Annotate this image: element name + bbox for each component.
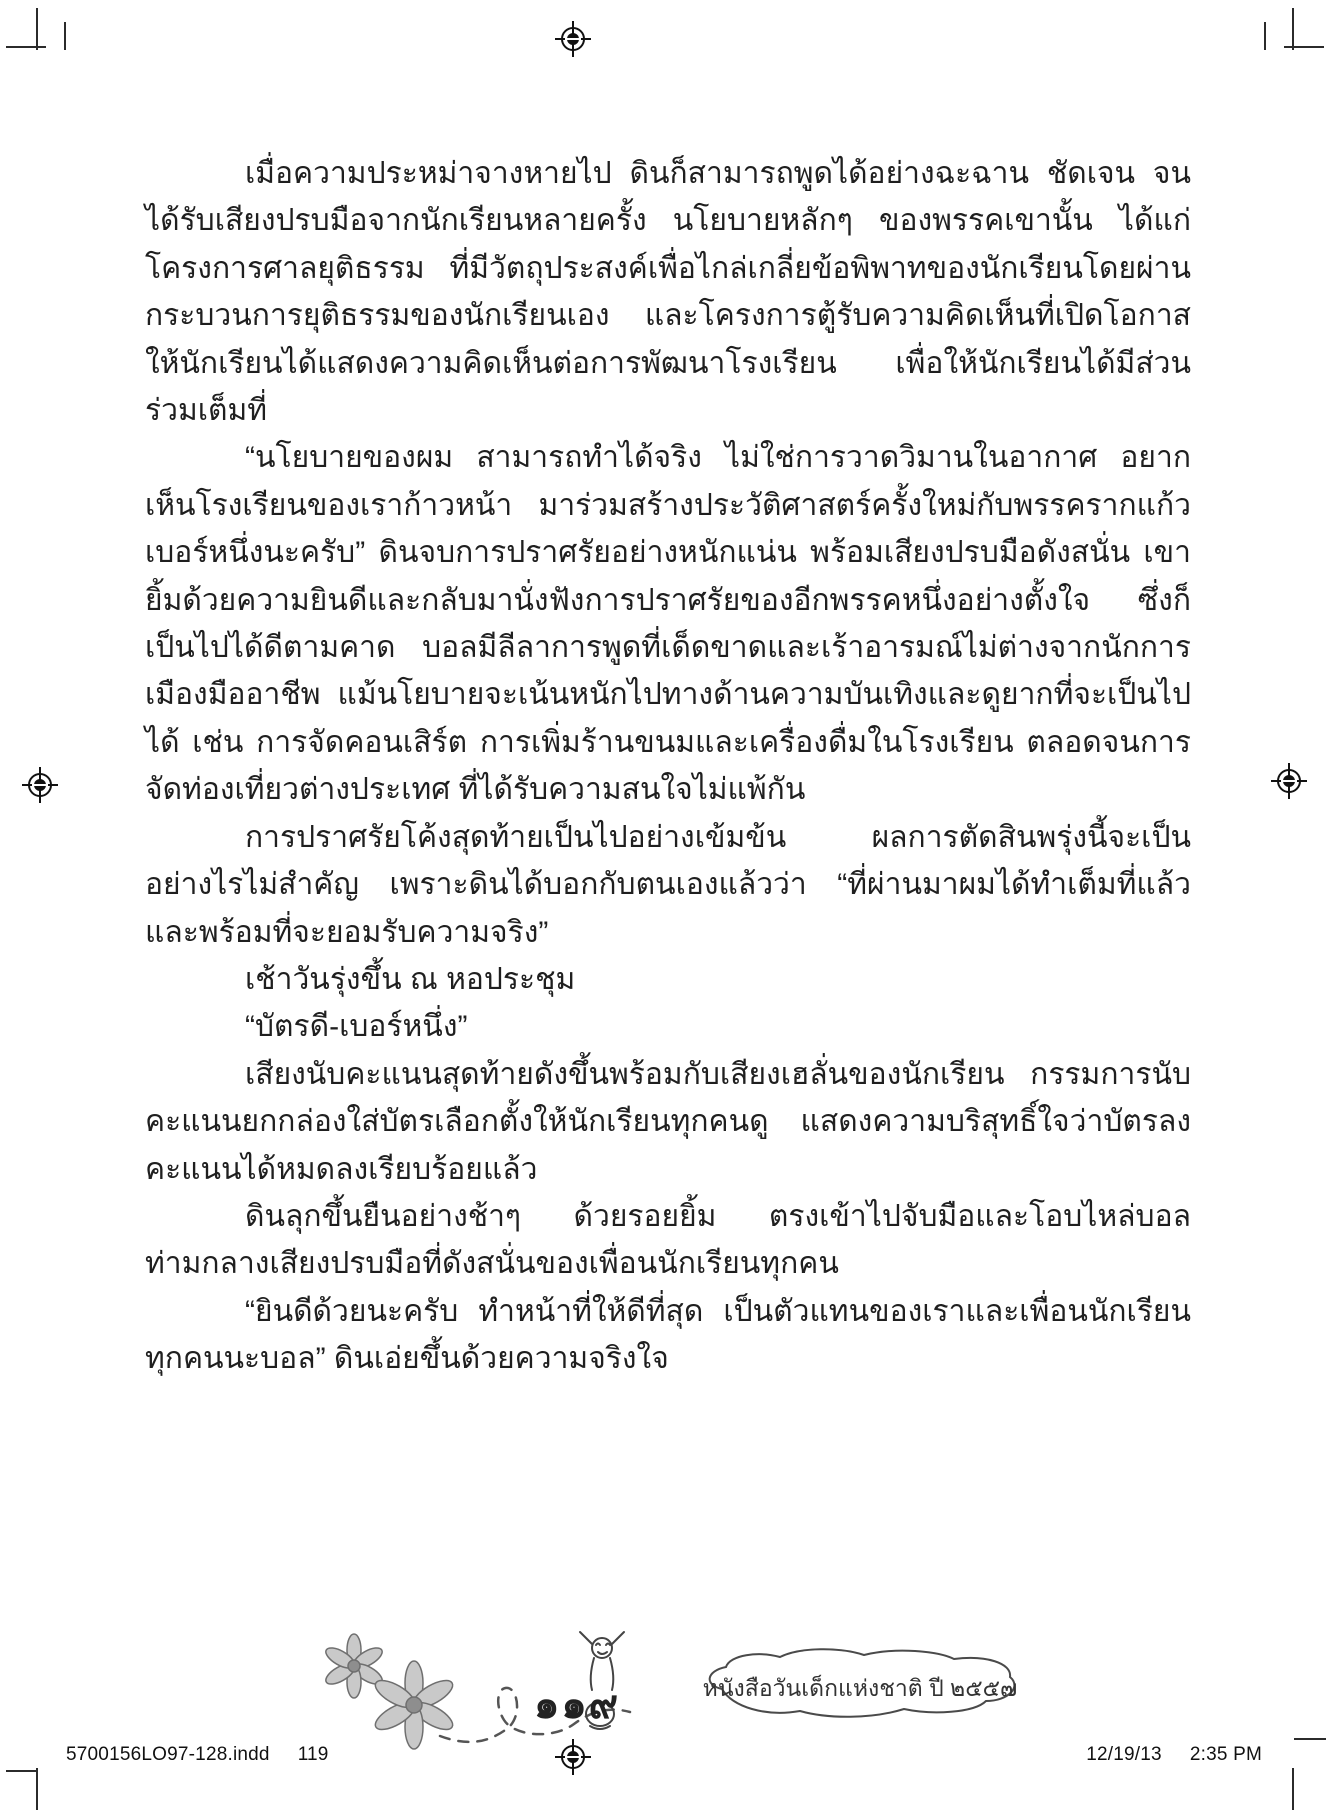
story-paragraph: การปราศรัยโค้งสุดท้ายเป็นไปอย่างเข้มข้น ผลการตัดสินพรุ่งนี้จะเป็นอย่างไรไม่สำคัญ เพราะดินได้บอกกับตนเองแล้วว่า “ที่ผ่านมาผมได้ทำเต็มที่แล้ว และพร้อมที่จะยอมรับความจริง”	[145, 820, 1191, 949]
registration-mark-icon	[22, 767, 58, 803]
story-paragraph: “นโยบายของผม สามารถทำได้จริง ไม่ใช่การวาดวิมานในอากาศ อยากเห็นโรงเรียนของเราก้าวหน้า มาร่วมสร้างประวัติศาสตร์ครั้งใหม่กับพรรครากแก้วเบอร์หนึ่งนะครับ” ดินจบการปราศรัยอย่างหนักแน่น พร้อมเสียงปรบมือดังสนั่น เขายิ้มด้วยความยินดีและกลับมานั่งฟังการปราศรัยของอีกพรรคหนึ่งอย่างตั้งใจ ซึ่งก็เป็นไปได้ดีตามคาด บอลมีลีลาการพูดที่เด็ดขาดและเร้าอารมณ์ไม่ต่างจากนักการเมืองมืออาชีพ แม้นโยบายจะเน้นหนักไปทางด้านความบันเทิงและดูยากที่จะเป็นไปได้ เช่น การจัดคอนเสิร์ต การเพิ่มร้านขนมและเครื่องดื่มในโรงเรียน ตลอดจนการจัดท่องเที่ยวต่างประเทศ ที่ได้รับความสนใจไม่แพ้กัน	[145, 441, 1191, 807]
crop-mark	[36, 8, 38, 50]
story-paragraph: เสียงนับคะแนนสุดท้ายดังขึ้นพร้อมกับเสียงเฮลั่นของนักเรียน กรรมการนับคะแนนยกกล่องใส่บัตรเลือกตั้งให้นักเรียนทุกคนดู แสดงความบริสุทธิ์ใจว่าบัตรลงคะแนนได้หมดลงเรียบร้อยแล้ว	[145, 1057, 1191, 1186]
footer-date: 12/19/13	[1086, 1744, 1162, 1765]
footer-file-name: 5700156LO97-128.indd	[66, 1744, 270, 1765]
badge-text: หนังสือวันเด็กแห่งชาติ ปี ๒๕๕๗	[702, 1675, 1018, 1701]
book-series-badge	[700, 1645, 1020, 1723]
crop-mark	[1264, 22, 1266, 50]
registration-mark-icon	[1271, 763, 1307, 799]
registration-mark-icon	[555, 21, 591, 57]
crop-mark	[6, 1770, 36, 1772]
crop-mark	[64, 22, 66, 50]
crop-mark	[1294, 1738, 1326, 1740]
story-paragraph: เมื่อความประหม่าจางหายไป ดินก็สามารถพูดได้อย่างฉะฉาน ชัดเจน จนได้รับเสียงปรบมือจากนักเรียนหลายครั้ง นโยบายหลักๆ ของพรรคเขานั้น ได้แก่ โครงการศาลยุติธรรม ที่มีวัตถุประสงค์เพื่อไกล่เกลี่ยข้อพิพาทของนักเรียนโดยผ่านกระบวนการยุติธรรมของนักเรียนเอง และโครงการตู้รับความคิดเห็นที่เปิดโอกาสให้นักเรียนได้แสดงความคิดเห็นต่อการพัฒนาโรงเรียน เพื่อให้นักเรียนได้มีส่วนร่วมเต็มที่	[145, 157, 1191, 428]
footer-time: 2:35 PM	[1189, 1744, 1262, 1765]
crop-mark	[36, 1768, 38, 1810]
story-paragraph: “บัตรดี-เบอร์หนึ่ง”	[245, 1010, 468, 1044]
story-text-block	[145, 150, 1191, 1383]
footer-slug-left	[66, 1744, 357, 1766]
story-paragraph: เช้าวันรุ่งขึ้น ณ หอประชุม	[245, 962, 576, 996]
page-number: ๑๑๙	[534, 1683, 621, 1727]
crop-mark	[6, 46, 46, 48]
crop-mark	[1292, 1768, 1294, 1810]
crop-mark	[1292, 8, 1294, 50]
crop-mark	[1284, 46, 1324, 48]
footer-slug-right	[1040, 1744, 1262, 1766]
story-paragraph: “ยินดีด้วยนะครับ ทำหน้าที่ให้ดีที่สุด เป็นตัวแทนของเราและเพื่อนนักเรียนทุกคนนะบอล” ดินเอ่ยขึ้นด้วยความจริงใจ	[145, 1294, 1191, 1376]
page-number-decoration	[532, 1630, 642, 1740]
footer-page-number: 119	[297, 1744, 329, 1765]
story-paragraph: ดินลุกขึ้นยืนอย่างช้าๆ ด้วยรอยยิ้ม ตรงเข้าไปจับมือและโอบไหล่บอลท่ามกลางเสียงปรบมือที่ดังสนั่นของเพื่อนนักเรียนทุกคน	[145, 1199, 1191, 1281]
